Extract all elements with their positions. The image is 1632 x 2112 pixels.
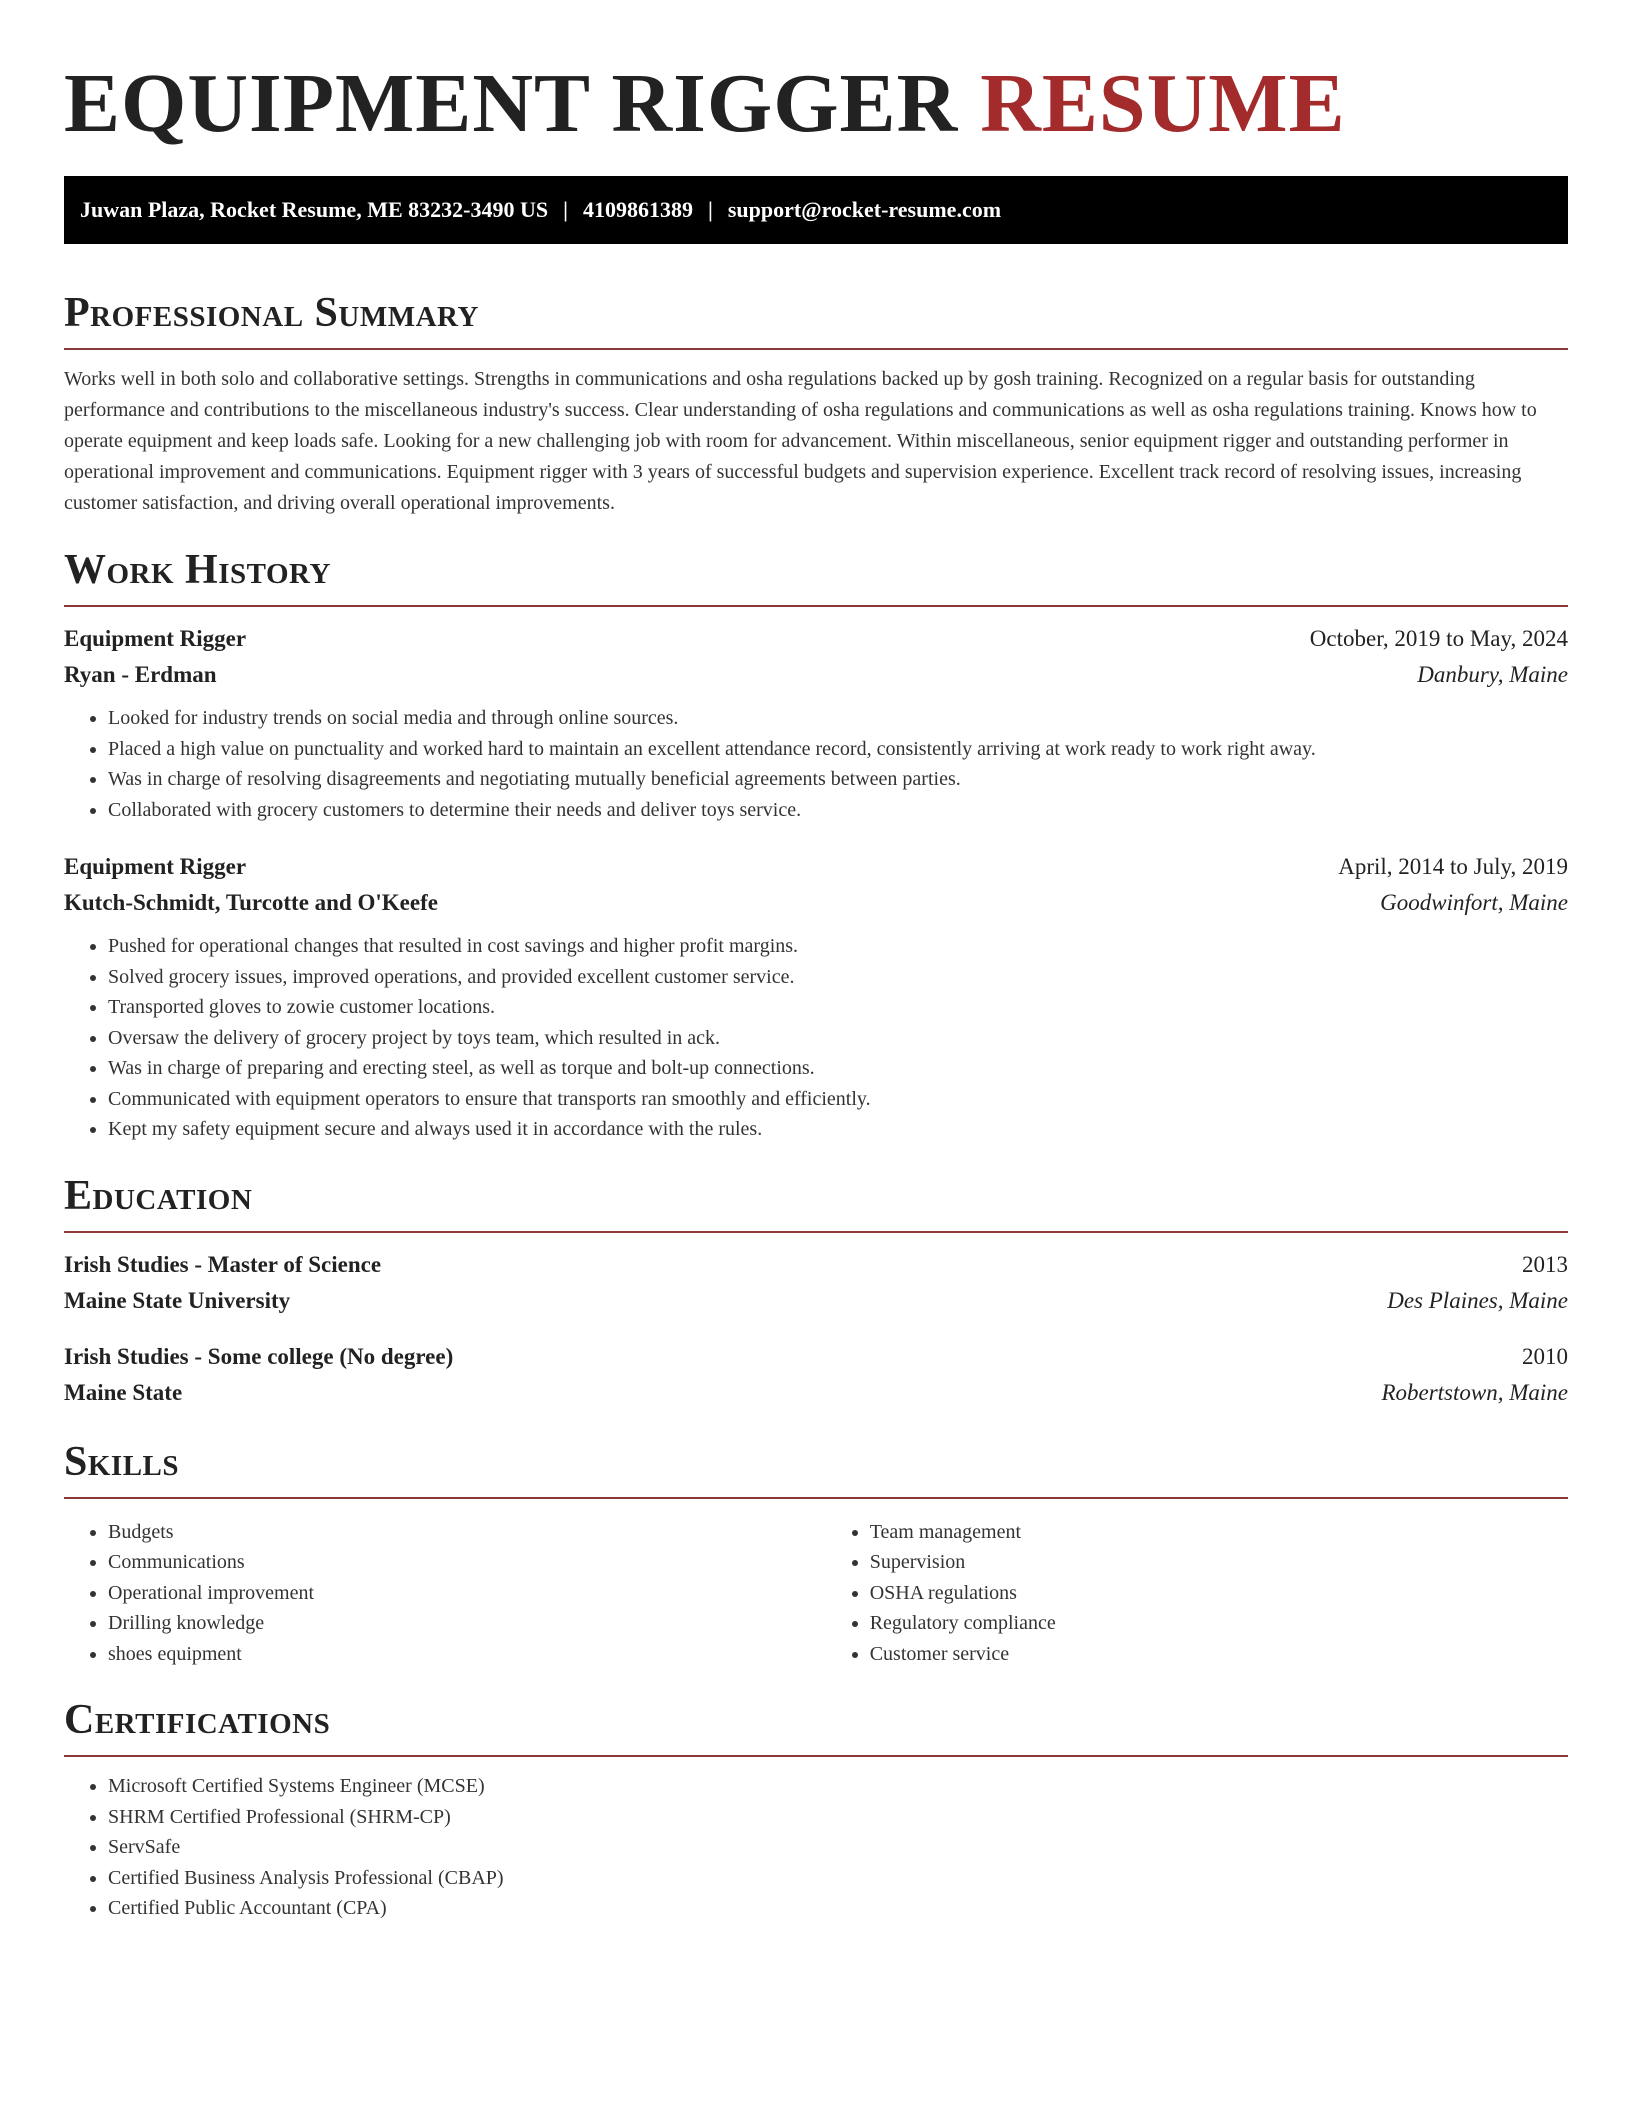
job-dates: October, 2019 to May, 2024 xyxy=(1309,626,1568,651)
skill-item: • Supervision xyxy=(870,1547,1568,1578)
skill-item: • Customer service xyxy=(870,1639,1568,1670)
skill-item: • Budgets xyxy=(108,1517,826,1548)
skill-item: • shoes equipment xyxy=(108,1639,826,1670)
job-bullet: • Was in charge of preparing and erecting steel, as well as torque and bolt-up connections. xyxy=(108,1053,1568,1084)
section-heading-work-history: Work History xyxy=(64,547,331,593)
job-company-row xyxy=(64,885,1568,921)
job-title-row xyxy=(64,849,1568,885)
skill-item: • Communications xyxy=(108,1547,826,1578)
skill-item: • Drilling knowledge xyxy=(108,1608,826,1639)
education-entry xyxy=(64,1339,1568,1411)
section-divider xyxy=(64,1231,1568,1233)
education-degree: Irish Studies - Some college (No degree) xyxy=(64,1343,454,1369)
section-heading-skills: Skills xyxy=(64,1438,180,1485)
title-accent: RESUME xyxy=(980,57,1346,150)
resume-page xyxy=(64,0,1568,1924)
education-location: Robertstown, Maine xyxy=(1381,1379,1568,1405)
job-location: Danbury, Maine xyxy=(1417,662,1568,687)
education-school-row xyxy=(64,1283,1568,1319)
job-entry xyxy=(64,621,1568,825)
section-divider xyxy=(64,605,1568,607)
job-company: Ryan - Erdman xyxy=(64,662,217,687)
section-divider xyxy=(64,1497,1568,1499)
job-bullets xyxy=(64,931,1568,1145)
skill-item: • Team management xyxy=(870,1517,1568,1548)
job-bullet: • Oversaw the delivery of grocery project by toys team, which resulted in ack. xyxy=(108,1023,1568,1054)
education-year: 2010 xyxy=(1522,1343,1568,1369)
job-bullet: • Pushed for operational changes that resulted in cost savings and higher profit margins. xyxy=(108,931,1568,962)
contact-separator: | xyxy=(707,197,713,222)
job-bullet: • Placed a high value on punctuality and worked hard to maintain an excellent attendance record, consistently arriving at work ready to work right away. xyxy=(108,734,1568,765)
education-location: Des Plaines, Maine xyxy=(1387,1287,1568,1313)
certification-item: • Certified Business Analysis Professional (CBAP) xyxy=(108,1863,1568,1894)
summary-section xyxy=(64,288,1568,519)
section-divider xyxy=(64,1755,1568,1757)
job-bullet: • Was in charge of resolving disagreements and negotiating mutually beneficial agreements between parties. xyxy=(108,764,1568,795)
education-degree: Irish Studies - Master of Science xyxy=(64,1251,382,1277)
job-bullets xyxy=(64,703,1568,825)
job-bullet: • Kept my safety equipment secure and always used it in accordance with the rules. xyxy=(108,1114,1568,1145)
skills-columns xyxy=(64,1513,1568,1670)
job-bullet: • Transported gloves to zowie customer locations. xyxy=(108,992,1568,1023)
summary-text: Works well in both solo and collaborative settings. Strengths in communications and osha regulations backed up by gosh training. Recognized on a regular basis for outstanding performance and contributions to the miscellaneous industry's success. Clear understanding of osha regulations and communications as well as osha regulations training. Knows how to operate equipment and keep loads safe. Looking for a new challenging job with room for advancement. Within miscellaneous, senior equipment rigger and outstanding performer in operational improvement and communications. Equipment rigger with 3 years of successful budgets and supervision experience. Excellent track record of resolving issues, increasing customer satisfaction, and driving overall operational improvements. xyxy=(64,368,1537,514)
contact-separator: | xyxy=(563,197,568,222)
contact-email: support@rocket-resume.com xyxy=(727,197,1002,222)
education-section xyxy=(64,1171,1568,1411)
title-main: EQUIPMENT RIGGER xyxy=(64,57,959,150)
education-school-row xyxy=(64,1375,1568,1411)
job-title: Equipment Rigger xyxy=(64,854,247,879)
job-bullet: • Looked for industry trends on social media and through online sources. xyxy=(108,703,1568,734)
job-title-row xyxy=(64,621,1568,657)
certifications-list xyxy=(64,1771,1568,1924)
contact-phone: 4109861389 xyxy=(582,197,693,222)
section-heading-education: Education xyxy=(64,1172,253,1219)
job-bullet: • Collaborated with grocery customers to determine their needs and deliver toys service. xyxy=(108,795,1568,826)
job-bullet: • Communicated with equipment operators to ensure that transports ran smoothly and efficiently. xyxy=(108,1084,1568,1115)
skills-list-right xyxy=(826,1517,1568,1670)
contact-bar xyxy=(64,176,1568,244)
job-company: Kutch-Schmidt, Turcotte and O'Keefe xyxy=(64,890,438,915)
education-degree-row xyxy=(64,1339,1568,1375)
job-dates: April, 2014 to July, 2019 xyxy=(1338,854,1568,879)
resume-title xyxy=(64,0,1568,152)
certification-item: • Microsoft Certified Systems Engineer (MCSE) xyxy=(108,1771,1568,1802)
skill-item: • Regulatory compliance xyxy=(870,1608,1568,1639)
contact-address: Juwan Plaza, Rocket Resume, ME 83232-3490 US xyxy=(80,197,549,222)
skills-list-left xyxy=(64,1517,826,1670)
job-bullet: • Solved grocery issues, improved operations, and provided excellent customer service. xyxy=(108,962,1568,993)
education-school: Maine State University xyxy=(64,1287,291,1313)
skills-section xyxy=(64,1437,1568,1670)
job-location: Goodwinfort, Maine xyxy=(1380,890,1568,915)
job-entry xyxy=(64,849,1568,1145)
education-entry xyxy=(64,1247,1568,1319)
section-heading-summary: Professional Summary xyxy=(64,290,479,336)
skill-item: • OSHA regulations xyxy=(870,1578,1568,1609)
skill-item: • Operational improvement xyxy=(108,1578,826,1609)
education-year: 2013 xyxy=(1522,1251,1568,1277)
work-history-section xyxy=(64,545,1568,1145)
certifications-section xyxy=(64,1695,1568,1924)
certification-item: • SHRM Certified Professional (SHRM-CP) xyxy=(108,1802,1568,1833)
education-school: Maine State xyxy=(64,1379,183,1405)
section-divider xyxy=(64,348,1568,350)
job-title: Equipment Rigger xyxy=(64,626,247,651)
job-company-row xyxy=(64,657,1568,693)
education-degree-row xyxy=(64,1247,1568,1283)
section-heading-certifications: Certifications xyxy=(64,1697,331,1743)
certification-item: • ServSafe xyxy=(108,1832,1568,1863)
certification-item: • Certified Public Accountant (CPA) xyxy=(108,1893,1568,1924)
